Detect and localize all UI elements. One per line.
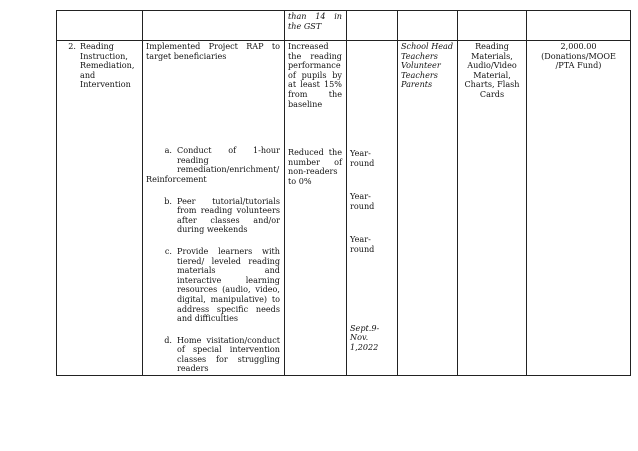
cell-budget [527, 41, 631, 376]
cell-persons-empty [398, 11, 458, 41]
sub-activity-b [146, 197, 280, 235]
area-number: 2. [68, 41, 76, 51]
cell-persons [398, 41, 458, 376]
cell-targets [285, 41, 347, 376]
action-plan-table [56, 10, 631, 376]
sub-activity-text-cont: Reinforcement [146, 173, 207, 184]
table-row-reading [57, 41, 631, 376]
cell-activity-empty [143, 11, 285, 41]
main-activity: Implemented Project RAP to target beneficiaries [146, 41, 280, 61]
persons-involved: School Head Teachers Volunteer Teachers Parents [401, 41, 454, 90]
cell-budget-empty [527, 11, 631, 41]
sub-activity-letter: d. [164, 334, 172, 345]
sub-activity-c [146, 247, 280, 324]
time-c: Year-round [350, 234, 375, 254]
cell-time-empty [347, 11, 398, 41]
area-item [60, 42, 139, 90]
sub-activity-letter: b. [164, 195, 172, 206]
sub-activity-text: Peer tutorial/tutorials from reading volunteers after classes and/or during weekends [177, 195, 280, 235]
cell-resources [458, 41, 527, 376]
sub-activity-a [146, 146, 280, 175]
time-a: Year-round [350, 148, 375, 168]
time-b: Year-round [350, 191, 375, 211]
time-d: Sept.9-Nov. 1,2022 [350, 322, 380, 352]
cell-target-fragment: than 14 in the GST [285, 11, 347, 41]
area-label: Reading Instruction, Remediation, and Intervention [80, 41, 135, 90]
sub-activity-text: Provide learners with tiered/ leveled reading materials and interactive learning resources (audio, video, digital, manipulative) to address specific needs and difficulties [177, 245, 280, 324]
sub-activity-text: Conduct of 1-hour reading remediation/enrichment/ [177, 145, 280, 175]
budget-source: 2,000.00 (Donations/MOOE /PTA Fund) [541, 41, 616, 71]
cell-area [57, 41, 143, 376]
table-row-continuation [57, 11, 631, 41]
resources-needed: Reading Materials, Audio/Video Material, Charts, Flash Cards [464, 41, 520, 99]
cell-activities [143, 41, 285, 376]
cell-area-empty [57, 11, 143, 41]
main-target: Increased the reading performance of pupils by at least 15% from the baseline [288, 41, 342, 109]
sub-activity-text: Home visitation/conduct of special intervention classes for struggling readers [177, 334, 280, 374]
sub-activity-letter: a. [164, 145, 172, 156]
cell-resources-empty [458, 11, 527, 41]
sub-target-a: Reduced the number of non-readers to 0% [288, 147, 342, 186]
sub-activity-letter: c. [164, 245, 172, 256]
cell-timeframe [347, 41, 398, 376]
sub-activity-d [146, 336, 280, 374]
